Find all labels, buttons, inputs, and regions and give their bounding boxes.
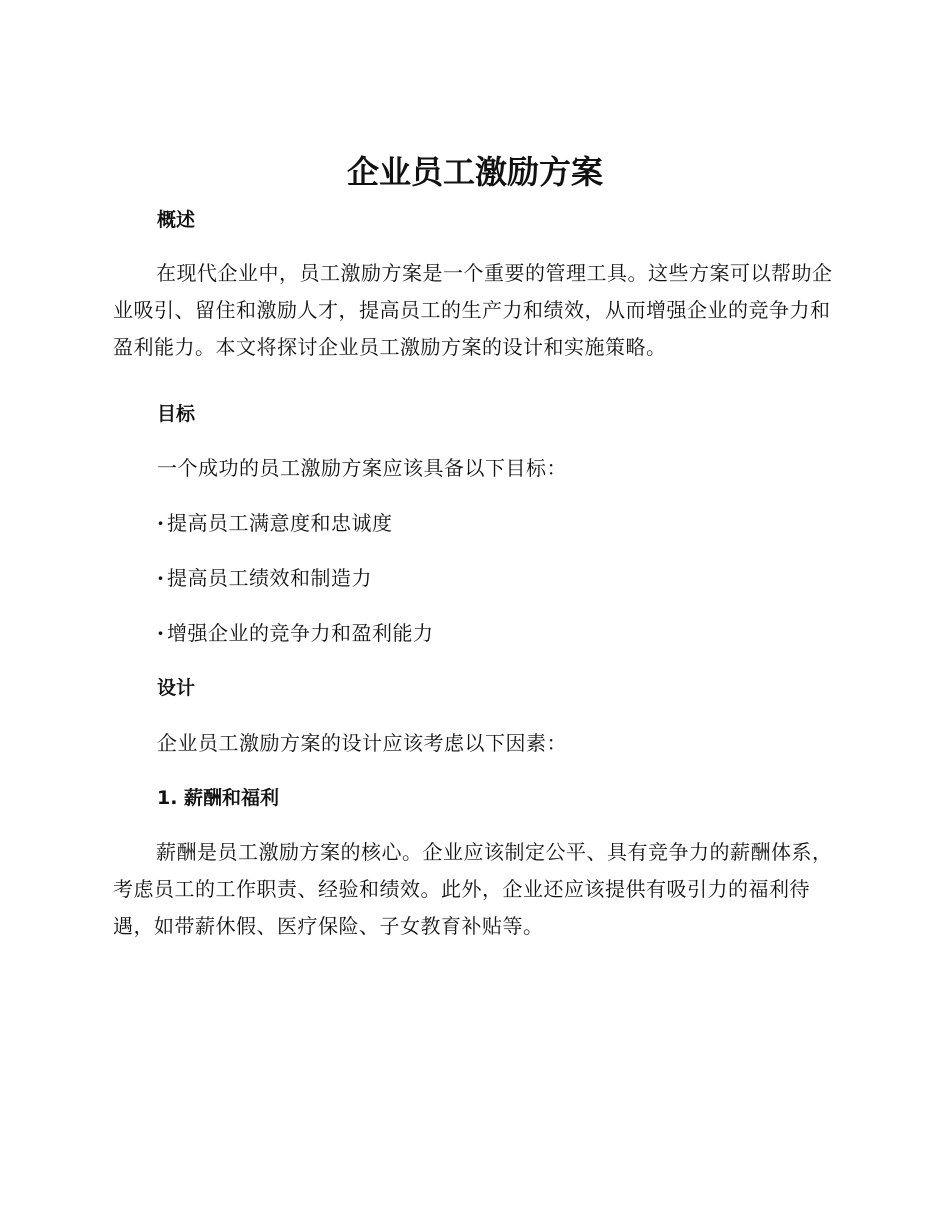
goals-intro: 一个成功的员工激励方案应该具备以下目标：: [157, 456, 567, 480]
goals-heading: 目标: [157, 403, 196, 425]
salary-subheading: 1. 薪酬和福利: [157, 787, 280, 809]
design-intro: 企业员工激励方案的设计应该考虑以下因素：: [157, 731, 567, 755]
goal-item-3: [157, 618, 434, 648]
bullet-icon: ·: [157, 511, 165, 535]
design-heading: 设计: [157, 677, 196, 699]
bullet-icon: ·: [157, 566, 165, 590]
document-title: 企业员工激励方案: [346, 153, 603, 191]
goal-item-text: 增强企业的竞争力和盈利能力: [167, 621, 434, 645]
goal-item-2: [157, 563, 372, 593]
goal-item-1: [157, 508, 393, 538]
salary-paragraph: 薪酬是员工激励方案的核心。企业应该制定公平、具有竞争力的薪酬体系，考虑员工的工作职责、经验和绩效。此外，企业还应该提供有吸引力的福利待遇，如带薪休假、医疗保险、子女教育补贴等。: [113, 840, 833, 938]
goal-item-text: 提高员工满意度和忠诚度: [167, 511, 393, 535]
bullet-icon: ·: [157, 621, 165, 645]
goal-item-text: 提高员工绩效和制造力: [167, 566, 372, 590]
overview-paragraph: 在现代企业中，员工激励方案是一个重要的管理工具。这些方案可以帮助企业吸引、留住和激励人才，提高员工的生产力和绩效，从而增强企业的竞争力和盈利能力。本文将探讨企业员工激励方案的设计和实施策略。: [113, 261, 833, 359]
overview-heading: 概述: [157, 209, 196, 231]
